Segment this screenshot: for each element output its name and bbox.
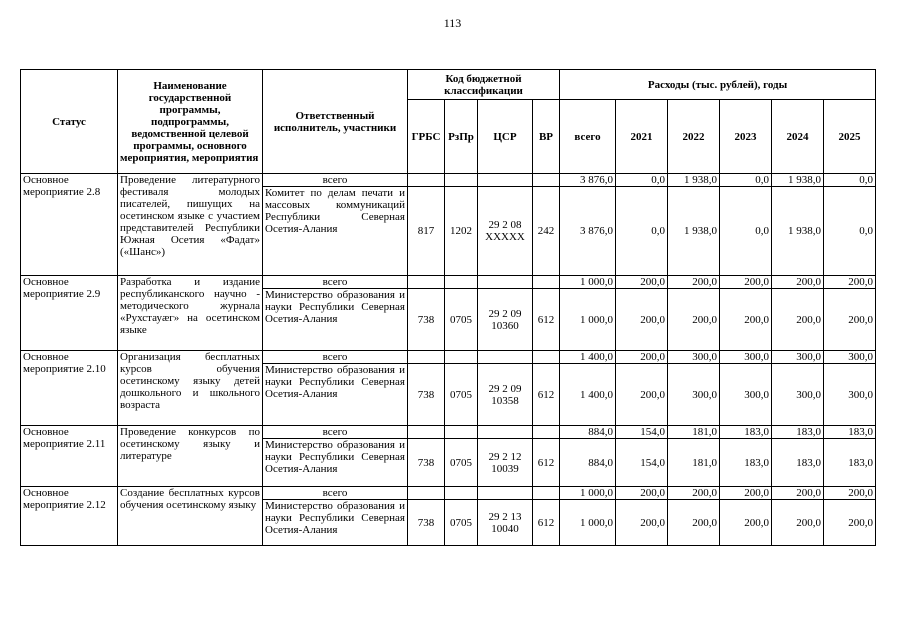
expenses-header: Расходы (тыс. рублей), годы <box>560 70 876 100</box>
value-cell: 200,0 <box>720 487 772 500</box>
year-2025-header: 2025 <box>824 100 876 174</box>
value-cell: 300,0 <box>668 364 720 426</box>
responsible-header: Ответственный исполнитель, участники <box>263 70 408 174</box>
rzpr-cell: 0705 <box>445 500 478 546</box>
value-cell: 200,0 <box>668 500 720 546</box>
csr-header: ЦСР <box>478 100 533 174</box>
value-cell: 1 000,0 <box>560 276 616 289</box>
vr-header: ВР <box>533 100 560 174</box>
value-cell: 1 938,0 <box>772 187 824 276</box>
description-cell: Организация бесплатных курсов обучения осетинскому языку детей дошкольного и школьного возраста <box>118 351 263 426</box>
value-cell: 154,0 <box>616 439 668 487</box>
responsible-cell: Министерство образования и науки Республики Северная Осетия-Алания <box>263 364 408 426</box>
responsible-cell: Министерство образования и науки Республики Северная Осетия-Алания <box>263 439 408 487</box>
year-2024-header: 2024 <box>772 100 824 174</box>
value-cell: 300,0 <box>772 364 824 426</box>
year-2022-header: 2022 <box>668 100 720 174</box>
grbs-cell: 817 <box>408 187 445 276</box>
value-cell: 200,0 <box>720 289 772 351</box>
value-cell: 0,0 <box>824 187 876 276</box>
value-cell: 200,0 <box>668 487 720 500</box>
value-cell: 181,0 <box>668 439 720 487</box>
total-label-cell: всего <box>263 426 408 439</box>
value-cell: 1 000,0 <box>560 289 616 351</box>
status-cell: Основное мероприятие 2.8 <box>21 174 118 276</box>
year-2021-header: 2021 <box>616 100 668 174</box>
table-row <box>21 426 876 439</box>
value-cell: 300,0 <box>824 364 876 426</box>
value-cell: 183,0 <box>824 439 876 487</box>
vr-cell: 612 <box>533 439 560 487</box>
table-row <box>21 487 876 500</box>
vr-cell: 612 <box>533 500 560 546</box>
budget-code-header: Код бюджетной классификации <box>408 70 560 100</box>
csr-cell: 29 2 09 10360 <box>478 289 533 351</box>
value-cell: 300,0 <box>720 364 772 426</box>
responsible-cell: Комитет по делам печати и массовых коммуникаций Республики Северная Осетия-Алания <box>263 187 408 276</box>
description-cell: Создание бесплатных курсов обучения осетинскому языку <box>118 487 263 546</box>
responsible-cell: Министерство образования и науки Республики Северная Осетия-Алания <box>263 500 408 546</box>
total-label-cell: всего <box>263 487 408 500</box>
table-row <box>21 351 876 364</box>
grbs-cell: 738 <box>408 289 445 351</box>
description-cell: Разработка и издание республиканского научно - методического журнала «Рухстауæг» на осетинском языке <box>118 276 263 351</box>
csr-cell: 29 2 09 10358 <box>478 364 533 426</box>
value-cell: 300,0 <box>668 351 720 364</box>
value-cell: 200,0 <box>772 487 824 500</box>
value-cell: 200,0 <box>616 276 668 289</box>
value-cell: 200,0 <box>824 289 876 351</box>
value-cell: 300,0 <box>772 351 824 364</box>
csr-cell: 29 2 08 XXXXX <box>478 187 533 276</box>
value-cell: 181,0 <box>668 426 720 439</box>
rzpr-cell: 0705 <box>445 439 478 487</box>
value-cell: 200,0 <box>616 500 668 546</box>
value-cell: 884,0 <box>560 426 616 439</box>
value-cell: 1 938,0 <box>668 174 720 187</box>
value-cell: 0,0 <box>720 174 772 187</box>
status-cell: Основное мероприятие 2.9 <box>21 276 118 351</box>
value-cell: 200,0 <box>824 487 876 500</box>
description-cell: Проведение литературного фестиваля молодых писателей, пишущих на осетинском языке с участием представителей Республики Южная Осетия «Фадат» («Шанс») <box>118 174 263 276</box>
value-cell: 200,0 <box>616 487 668 500</box>
total-header: всего <box>560 100 616 174</box>
csr-cell: 29 2 13 10040 <box>478 500 533 546</box>
value-cell: 154,0 <box>616 426 668 439</box>
value-cell: 1 000,0 <box>560 487 616 500</box>
vr-cell: 612 <box>533 289 560 351</box>
value-cell: 200,0 <box>616 351 668 364</box>
budget-table <box>20 69 876 546</box>
value-cell: 3 876,0 <box>560 187 616 276</box>
grbs-cell: 738 <box>408 439 445 487</box>
rzpr-cell: 0705 <box>445 289 478 351</box>
value-cell: 183,0 <box>720 426 772 439</box>
rzpr-header: РзПр <box>445 100 478 174</box>
value-cell: 200,0 <box>668 276 720 289</box>
status-cell: Основное мероприятие 2.11 <box>21 426 118 487</box>
value-cell: 200,0 <box>720 500 772 546</box>
value-cell: 183,0 <box>772 426 824 439</box>
value-cell: 200,0 <box>720 276 772 289</box>
value-cell: 1 000,0 <box>560 500 616 546</box>
table-row <box>21 276 876 289</box>
value-cell: 0,0 <box>824 174 876 187</box>
responsible-cell: Министерство образования и науки Республики Северная Осетия-Алания <box>263 289 408 351</box>
status-header: Статус <box>21 70 118 174</box>
total-label-cell: всего <box>263 174 408 187</box>
value-cell: 0,0 <box>616 174 668 187</box>
value-cell: 1 938,0 <box>772 174 824 187</box>
value-cell: 183,0 <box>720 439 772 487</box>
table-row <box>21 174 876 187</box>
total-label-cell: всего <box>263 351 408 364</box>
grbs-cell: 738 <box>408 364 445 426</box>
value-cell: 300,0 <box>720 351 772 364</box>
status-cell: Основное мероприятие 2.12 <box>21 487 118 546</box>
value-cell: 183,0 <box>772 439 824 487</box>
grbs-cell: 738 <box>408 500 445 546</box>
total-label-cell: всего <box>263 276 408 289</box>
csr-cell: 29 2 12 10039 <box>478 439 533 487</box>
value-cell: 200,0 <box>824 276 876 289</box>
description-cell: Проведение конкурсов по осетинскому языку и литературе <box>118 426 263 487</box>
value-cell: 884,0 <box>560 439 616 487</box>
table-header <box>21 70 876 174</box>
value-cell: 200,0 <box>772 276 824 289</box>
name-header: Наименование государственной программы, подпрограммы, ведомственной целевой программы, основного мероприятия, мероприятия <box>118 70 263 174</box>
value-cell: 200,0 <box>668 289 720 351</box>
value-cell: 200,0 <box>616 364 668 426</box>
vr-cell: 612 <box>533 364 560 426</box>
status-cell: Основное мероприятие 2.10 <box>21 351 118 426</box>
rzpr-cell: 1202 <box>445 187 478 276</box>
vr-cell: 242 <box>533 187 560 276</box>
value-cell: 183,0 <box>824 426 876 439</box>
value-cell: 200,0 <box>616 289 668 351</box>
value-cell: 200,0 <box>772 500 824 546</box>
value-cell: 200,0 <box>772 289 824 351</box>
value-cell: 0,0 <box>616 187 668 276</box>
value-cell: 1 400,0 <box>560 351 616 364</box>
grbs-header: ГРБС <box>408 100 445 174</box>
page-number: 113 <box>443 16 462 30</box>
value-cell: 200,0 <box>824 500 876 546</box>
value-cell: 1 400,0 <box>560 364 616 426</box>
value-cell: 1 938,0 <box>668 187 720 276</box>
value-cell: 3 876,0 <box>560 174 616 187</box>
value-cell: 300,0 <box>824 351 876 364</box>
rzpr-cell: 0705 <box>445 364 478 426</box>
value-cell: 0,0 <box>720 187 772 276</box>
year-2023-header: 2023 <box>720 100 772 174</box>
